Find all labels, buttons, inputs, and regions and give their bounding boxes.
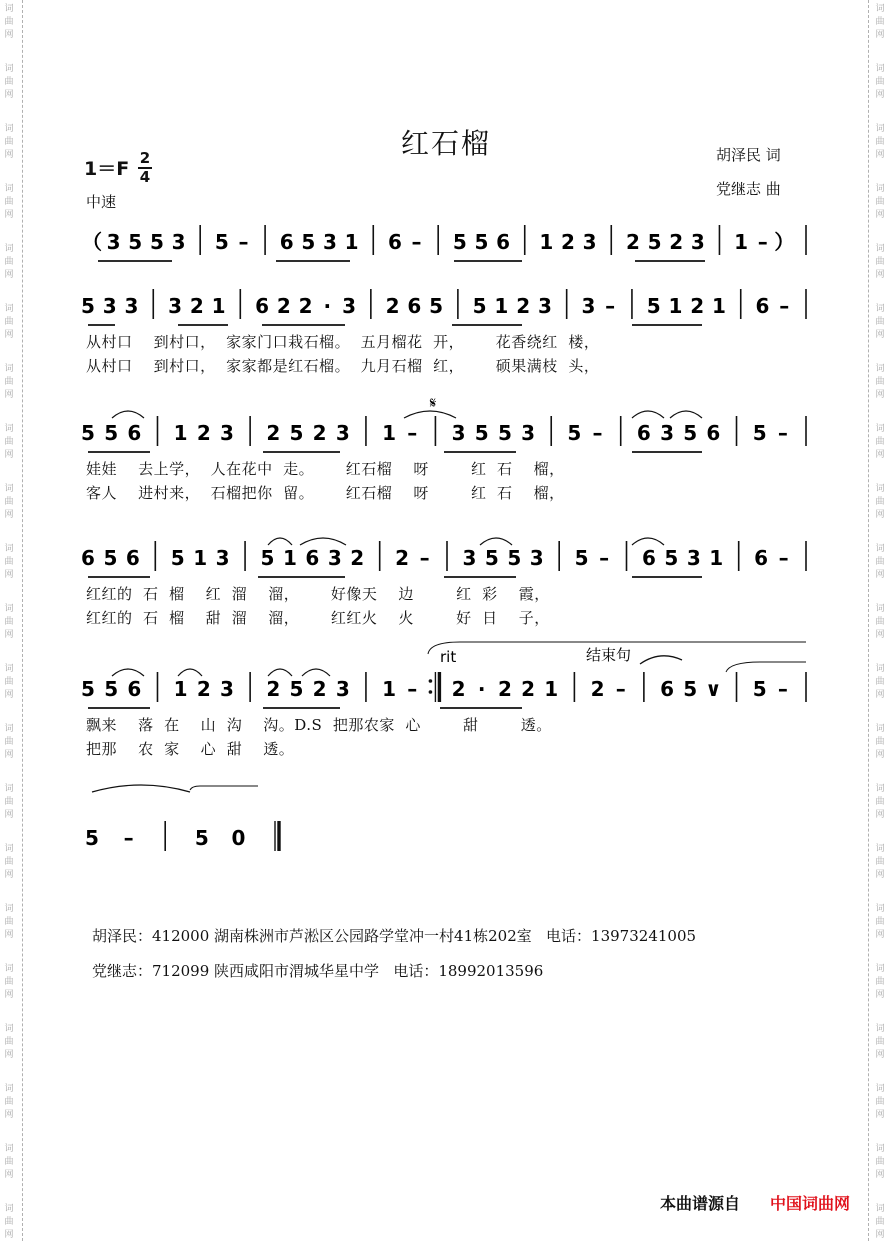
note-glyph: 3	[581, 294, 596, 318]
note-glyph: 2	[276, 294, 291, 318]
note-glyph: 3	[462, 546, 477, 570]
margin-watermark-glyph: 曲	[4, 617, 14, 627]
lyricist-credit: 胡泽民 词	[716, 146, 781, 164]
note-glyph: 5	[507, 546, 522, 570]
note-glyph: –	[757, 230, 768, 254]
note-glyph: –	[777, 421, 788, 445]
note-glyph: 5	[103, 546, 118, 570]
margin-watermark-glyph: 词	[4, 4, 14, 14]
margin-watermark-glyph: 词	[4, 1144, 14, 1154]
margin-watermark-glyph: 网	[875, 330, 885, 340]
note-glyph: 3	[660, 421, 674, 445]
composer-credit: 党继志 曲	[716, 180, 781, 198]
note-glyph: –	[419, 546, 430, 570]
note-glyph: 5	[497, 421, 512, 445]
note-glyph: 5	[752, 677, 767, 701]
note-glyph: 5	[104, 421, 119, 445]
note-glyph: 2	[196, 677, 211, 701]
note-glyph: –	[123, 826, 134, 850]
margin-watermark-glyph: 词	[4, 424, 14, 434]
note-glyph: 6	[706, 421, 721, 445]
margin-watermark-glyph: 网	[875, 210, 885, 220]
margin-watermark-glyph: 曲	[875, 917, 885, 927]
note-glyph: 5	[474, 421, 489, 445]
note-glyph: 5	[429, 294, 444, 318]
note-glyph: 2	[196, 421, 211, 445]
margin-watermark-glyph: 曲	[4, 1097, 14, 1107]
note-glyph: 3	[220, 421, 234, 445]
margin-watermark-glyph: 网	[4, 930, 14, 940]
margin-watermark-glyph: 网	[875, 390, 885, 400]
margin-watermark-glyph: 曲	[4, 197, 14, 207]
tie-continuation	[190, 786, 258, 790]
margin-watermark-glyph: 词	[4, 1024, 14, 1034]
note-glyph: 5	[683, 421, 698, 445]
slur-arc	[112, 669, 144, 676]
margin-watermark-glyph: 词	[875, 244, 885, 254]
slur-arc	[268, 538, 292, 545]
note-glyph: 6	[660, 677, 674, 701]
margin-watermark-glyph: 词	[875, 784, 885, 794]
note-glyph: 5	[683, 677, 698, 701]
margin-watermark-glyph: 网	[4, 150, 14, 160]
margin-watermark-glyph: 词	[875, 604, 885, 614]
lyric-line-3-2: 客人 进村来， 石榴把你 留。 红石榴 呀 红 石 榴，	[86, 484, 565, 502]
margin-watermark-glyph: 曲	[875, 677, 885, 687]
note-glyph: 1	[734, 230, 749, 254]
note-glyph: –	[778, 546, 789, 570]
margin-watermark-glyph: 曲	[875, 1097, 885, 1107]
margin-watermark-glyph: 曲	[875, 497, 885, 507]
note-glyph: 5	[452, 230, 467, 254]
margin-watermark-glyph: 曲	[875, 1217, 885, 1227]
note-glyph: 3	[521, 421, 536, 445]
note-glyph: 3	[529, 546, 544, 570]
margin-watermark-glyph: 网	[875, 150, 885, 160]
margin-watermark-glyph: 词	[875, 1204, 885, 1214]
margin-watermark-glyph: 曲	[4, 1037, 14, 1047]
margin-watermark-glyph: 曲	[4, 977, 14, 987]
note-glyph: 5	[104, 677, 119, 701]
note-glyph: ·	[477, 677, 486, 701]
margin-watermark-glyph: 曲	[4, 1217, 14, 1227]
note-glyph: 2	[521, 677, 536, 701]
note-glyph: –	[407, 677, 418, 701]
margin-watermark-glyph: 网	[4, 1110, 14, 1120]
note-glyph: 3	[537, 294, 552, 318]
margin-watermark-glyph: 网	[4, 690, 14, 700]
note-glyph: 3	[451, 421, 466, 445]
margin-watermark-glyph: 网	[875, 1230, 885, 1240]
margin-watermark-glyph: 网	[4, 570, 14, 580]
note-glyph: 6	[125, 546, 140, 570]
margin-watermark-glyph: 词	[4, 544, 14, 554]
margin-watermark-glyph: 曲	[875, 377, 885, 387]
margin-watermark-glyph: 词	[875, 1084, 885, 1094]
note-glyph: 3	[582, 230, 597, 254]
margin-watermark-glyph: 曲	[4, 797, 14, 807]
note-glyph: ）	[774, 230, 795, 254]
note-glyph: 5	[81, 421, 95, 445]
note-glyph: 1	[382, 677, 397, 701]
note-glyph: 2	[395, 546, 410, 570]
ending-label: 结束句	[586, 646, 632, 664]
note-glyph: 2	[590, 677, 605, 701]
margin-watermark-glyph: 曲	[4, 377, 14, 387]
margin-watermark-glyph: 词	[4, 784, 14, 794]
margin-watermark-glyph: 网	[4, 1230, 14, 1240]
margin-watermark-glyph: 网	[875, 510, 885, 520]
note-glyph: 6	[305, 546, 320, 570]
note-glyph: 2	[451, 677, 466, 701]
note-glyph: 2	[561, 230, 575, 254]
margin-watermark-glyph: 网	[875, 30, 885, 40]
note-glyph: 5	[301, 230, 316, 254]
note-glyph: 5	[85, 826, 99, 850]
slur-arc	[480, 538, 512, 545]
note-glyph: 3	[690, 230, 705, 254]
note-glyph: 5	[289, 421, 304, 445]
note-glyph: 3	[323, 230, 337, 254]
note-glyph: 0	[231, 826, 246, 850]
margin-watermark-glyph: 网	[875, 690, 885, 700]
margin-watermark-glyph: 词	[4, 304, 14, 314]
margin-watermark-glyph: 曲	[875, 197, 885, 207]
note-glyph: 3	[171, 230, 186, 254]
margin-watermark-glyph: 曲	[4, 77, 14, 87]
slur-arc	[300, 538, 346, 545]
margin-watermark-glyph: 网	[875, 810, 885, 820]
ritardando-mark: rit	[440, 648, 457, 666]
note-glyph: 6	[127, 677, 142, 701]
margin-watermark-glyph: 网	[875, 1110, 885, 1120]
note-glyph: 3	[124, 294, 139, 318]
note-glyph: 5	[128, 230, 143, 254]
time-signature-top: 2	[139, 149, 151, 167]
note-glyph: –	[411, 230, 422, 254]
note-glyph: 2	[516, 294, 531, 318]
slur-arc	[404, 411, 456, 418]
note-glyph: 2	[298, 294, 313, 318]
note-glyph: 3	[686, 546, 701, 570]
margin-watermark-glyph: 网	[4, 450, 14, 460]
note-glyph: 3	[220, 677, 234, 701]
note-glyph: 1	[344, 230, 359, 254]
margin-watermark-glyph: 词	[4, 244, 14, 254]
note-glyph: 3	[342, 294, 357, 318]
margin-watermark-glyph: 网	[875, 990, 885, 1000]
margin-watermark-glyph: 网	[4, 510, 14, 520]
margin-watermark-glyph: 词	[875, 304, 885, 314]
margin-watermark-glyph: 词	[875, 424, 885, 434]
note-glyph: 1	[173, 677, 188, 701]
note-glyph: –	[779, 294, 790, 318]
margin-watermark-glyph: 网	[4, 330, 14, 340]
margin-watermark-glyph: 曲	[4, 917, 14, 927]
margin-watermark-glyph: 曲	[875, 797, 885, 807]
lyric-line-4-1: 红红的 石 榴 红 溜 溜， 好像天 边 红 彩 霞，	[86, 585, 550, 603]
note-glyph: 2	[625, 230, 640, 254]
note-glyph: 2	[497, 677, 512, 701]
note-glyph: 5	[646, 294, 661, 318]
margin-watermark-glyph: 曲	[875, 857, 885, 867]
margin-watermark-glyph: 词	[875, 484, 885, 494]
margin-watermark-glyph: 网	[875, 450, 885, 460]
note-glyph: 5	[260, 546, 275, 570]
slur-arc	[268, 669, 292, 676]
margin-watermark-glyph: 词	[875, 124, 885, 134]
margin-watermark-glyph: 曲	[875, 17, 885, 27]
note-glyph: 6	[387, 230, 402, 254]
note-glyph: 6	[641, 546, 656, 570]
margin-watermark-glyph: 网	[4, 630, 14, 640]
margin-watermark-glyph: 网	[4, 1170, 14, 1180]
note-glyph: 1	[668, 294, 683, 318]
margin-watermark-glyph: 词	[4, 484, 14, 494]
margin-watermark-glyph: 曲	[4, 257, 14, 267]
margin-watermark-glyph: 曲	[4, 497, 14, 507]
margin-watermark-glyph: 曲	[4, 317, 14, 327]
lyric-line-5-1: 飘来 落 在 山 沟 沟。D.S 把那农家 心 甜 透。	[86, 716, 552, 734]
lyric-line-5-2: 把那 农 家 心 甜 透。	[86, 740, 295, 758]
note-glyph: 1	[539, 230, 554, 254]
margin-watermark-glyph: 网	[4, 30, 14, 40]
time-signature-bottom: 4	[139, 168, 151, 186]
note-glyph: 5	[81, 677, 95, 701]
margin-watermark-glyph: 词	[875, 544, 885, 554]
note-glyph: 1	[193, 546, 208, 570]
margin-watermark-glyph: 网	[4, 90, 14, 100]
margin-watermark-glyph: 曲	[4, 557, 14, 567]
margin-watermark-glyph: 曲	[875, 557, 885, 567]
margin-watermark-glyph: 网	[4, 210, 14, 220]
margin-watermark-glyph: 词	[875, 1024, 885, 1034]
margin-watermark-glyph: 词	[875, 4, 885, 14]
note-glyph: 6	[755, 294, 770, 318]
note-glyph: 3	[335, 421, 350, 445]
note-glyph: 6	[754, 546, 769, 570]
note-glyph: 5	[567, 421, 582, 445]
margin-watermark-glyph: 网	[875, 750, 885, 760]
margin-watermark-glyph: 网	[875, 90, 885, 100]
margin-watermark-glyph: 网	[875, 570, 885, 580]
margin-watermark-glyph: 曲	[875, 977, 885, 987]
margin-watermark-glyph: 曲	[4, 437, 14, 447]
note-glyph: 1	[709, 546, 724, 570]
margin-watermark-glyph: 网	[875, 630, 885, 640]
margin-watermark-glyph: 词	[875, 364, 885, 374]
tie-arc	[726, 662, 806, 672]
margin-watermark-glyph: 词	[4, 1204, 14, 1214]
slur-arc	[92, 785, 190, 792]
margin-watermark-glyph: 词	[875, 664, 885, 674]
key-signature: 1＝F	[84, 158, 130, 180]
lyric-line-2-1: 从村口 到村口， 家家门口栽石榴。 五月榴花 开， 花香绕红 楼，	[86, 333, 600, 351]
note-glyph: （	[82, 230, 102, 254]
margin-watermark-glyph: 曲	[875, 1037, 885, 1047]
note-glyph: 2	[312, 421, 327, 445]
margin-watermark-glyph: 词	[875, 1144, 885, 1154]
lyric-line-2-2: 从村口 到村口， 家家都是红石榴。 九月石榴 红， 硕果满枝 头，	[86, 357, 600, 375]
margin-watermark-glyph: 曲	[875, 77, 885, 87]
song-title: 红石榴	[400, 127, 491, 160]
margin-watermark-glyph: 曲	[875, 137, 885, 147]
margin-watermark-glyph: 词	[4, 724, 14, 734]
note-glyph: 3	[102, 294, 117, 318]
margin-watermark-glyph: 曲	[4, 857, 14, 867]
slur-arc	[632, 538, 664, 545]
note-glyph: ∨	[705, 677, 722, 701]
note-glyph: 3	[335, 677, 350, 701]
note-glyph: –	[238, 230, 249, 254]
note-glyph: 1	[211, 294, 226, 318]
margin-watermark-glyph: 词	[4, 1084, 14, 1094]
slur-arc	[302, 669, 330, 676]
margin-watermark-glyph: 网	[4, 750, 14, 760]
note-glyph: –	[777, 677, 788, 701]
margin-watermark-glyph: 词	[4, 904, 14, 914]
note-glyph: 3	[327, 546, 342, 570]
note-glyph: 5	[484, 546, 499, 570]
note-glyph: 1	[282, 546, 297, 570]
margin-watermark-glyph: 词	[875, 184, 885, 194]
margin-watermark-glyph: 网	[875, 1170, 885, 1180]
slur-arc	[632, 411, 664, 418]
margin-watermark-glyph: 词	[875, 64, 885, 74]
margin-watermark-glyph: 曲	[875, 737, 885, 747]
margin-watermark-glyph: 网	[4, 390, 14, 400]
note-glyph: 5	[472, 294, 487, 318]
margin-watermark-glyph: 曲	[4, 137, 14, 147]
note-glyph: 5	[289, 677, 304, 701]
fermata-arc	[640, 656, 682, 664]
margin-watermark-glyph: 曲	[4, 17, 14, 27]
tempo-marking: 中速	[86, 193, 117, 211]
contact-lyricist: 胡泽民：412000 湖南株洲市芦淞区公园路学堂冲一村41栋202室 电话：13973241005	[92, 927, 697, 945]
lyric-line-4-2: 红红的 石 榴 甜 溜 溜， 红红火 火 好 日 子，	[86, 609, 550, 627]
margin-watermark-glyph: 网	[875, 270, 885, 280]
note-glyph: 3	[215, 546, 230, 570]
note-glyph: 6	[636, 421, 651, 445]
margin-watermark-glyph: 词	[875, 904, 885, 914]
margin-watermark-glyph: 曲	[875, 1157, 885, 1167]
note-glyph: 2	[350, 546, 365, 570]
slur-arc	[112, 411, 144, 418]
margin-watermark-glyph: 曲	[4, 677, 14, 687]
margin-watermark-glyph: 网	[4, 990, 14, 1000]
contact-composer: 党继志：712099 陕西咸阳市渭城华星中学 电话：18992013596	[92, 962, 544, 980]
note-glyph: 5	[170, 546, 185, 570]
source-site-link[interactable]: 中国词曲网	[770, 1194, 851, 1213]
note-glyph: –	[599, 546, 610, 570]
margin-watermark-glyph: 词	[875, 724, 885, 734]
note-glyph: 3	[106, 230, 121, 254]
bar-line	[275, 821, 279, 851]
source-prefix: 本曲谱源自	[660, 1194, 741, 1213]
margin-watermark-glyph: 曲	[4, 737, 14, 747]
margin-watermark-glyph: 词	[875, 964, 885, 974]
note-glyph: 2	[690, 294, 705, 318]
note-glyph: 5	[81, 294, 95, 318]
lyric-line-3-1: 娃娃 去上学， 人在花中 走。 红石榴 呀 红 石 榴，	[86, 460, 565, 478]
note-glyph: 6	[127, 421, 142, 445]
margin-watermark-glyph: 词	[4, 364, 14, 374]
note-glyph: 1	[173, 421, 188, 445]
margin-watermark-glyph: 词	[4, 964, 14, 974]
note-glyph: 2	[312, 677, 327, 701]
note-glyph: 1	[712, 294, 726, 318]
margin-watermark-glyph: 曲	[875, 317, 885, 327]
note-glyph: 6	[496, 230, 511, 254]
bar-line	[429, 672, 440, 702]
margin-watermark-glyph: 词	[4, 664, 14, 674]
note-glyph: 6	[255, 294, 270, 318]
note-glyph: 5	[664, 546, 679, 570]
margin-watermark-glyph: 网	[4, 870, 14, 880]
note-glyph: 2	[669, 230, 684, 254]
margin-watermark-glyph: 词	[875, 844, 885, 854]
margin-watermark-glyph: 网	[875, 930, 885, 940]
margin-watermark-glyph: 词	[4, 844, 14, 854]
note-glyph: 5	[149, 230, 164, 254]
margin-watermark-glyph: 曲	[875, 257, 885, 267]
slur-arc	[670, 411, 702, 418]
margin-watermark-glyph: 词	[4, 604, 14, 614]
note-glyph: ·	[323, 294, 332, 318]
margin-watermark-glyph: 词	[4, 184, 14, 194]
note-glyph: 2	[385, 294, 400, 318]
note-glyph: –	[615, 677, 626, 701]
note-glyph: 6	[81, 546, 95, 570]
note-glyph: 6	[279, 230, 294, 254]
margin-watermark-glyph: 词	[4, 124, 14, 134]
note-glyph: 5	[647, 230, 662, 254]
margin-watermark-glyph: 网	[4, 270, 14, 280]
note-glyph: 5	[474, 230, 489, 254]
note-glyph: 2	[266, 421, 281, 445]
note-glyph: –	[407, 421, 418, 445]
note-glyph: 3	[168, 294, 182, 318]
margin-watermark-glyph: 网	[875, 1050, 885, 1060]
margin-watermark-glyph: 网	[4, 1050, 14, 1060]
margin-watermark-glyph: 曲	[4, 1157, 14, 1167]
note-glyph: 2	[266, 677, 281, 701]
margin-watermark-glyph: 曲	[875, 437, 885, 447]
slur-arc	[178, 669, 202, 676]
note-glyph: 5	[194, 826, 209, 850]
note-glyph: –	[592, 421, 603, 445]
margin-watermark-glyph: 词	[4, 64, 14, 74]
note-glyph: 6	[407, 294, 422, 318]
margin-watermark-glyph: 网	[875, 870, 885, 880]
note-glyph: –	[605, 294, 616, 318]
note-glyph: 5	[752, 421, 767, 445]
margin-watermark-glyph: 网	[4, 810, 14, 820]
note-glyph: 5	[214, 230, 229, 254]
note-glyph: 1	[382, 421, 397, 445]
note-glyph: 5	[574, 546, 589, 570]
segno-sign: 𝄋	[429, 394, 437, 412]
margin-watermark-glyph: 曲	[875, 617, 885, 627]
note-glyph: 1	[494, 294, 509, 318]
note-glyph: 1	[544, 677, 559, 701]
note-glyph: 2	[189, 294, 204, 318]
